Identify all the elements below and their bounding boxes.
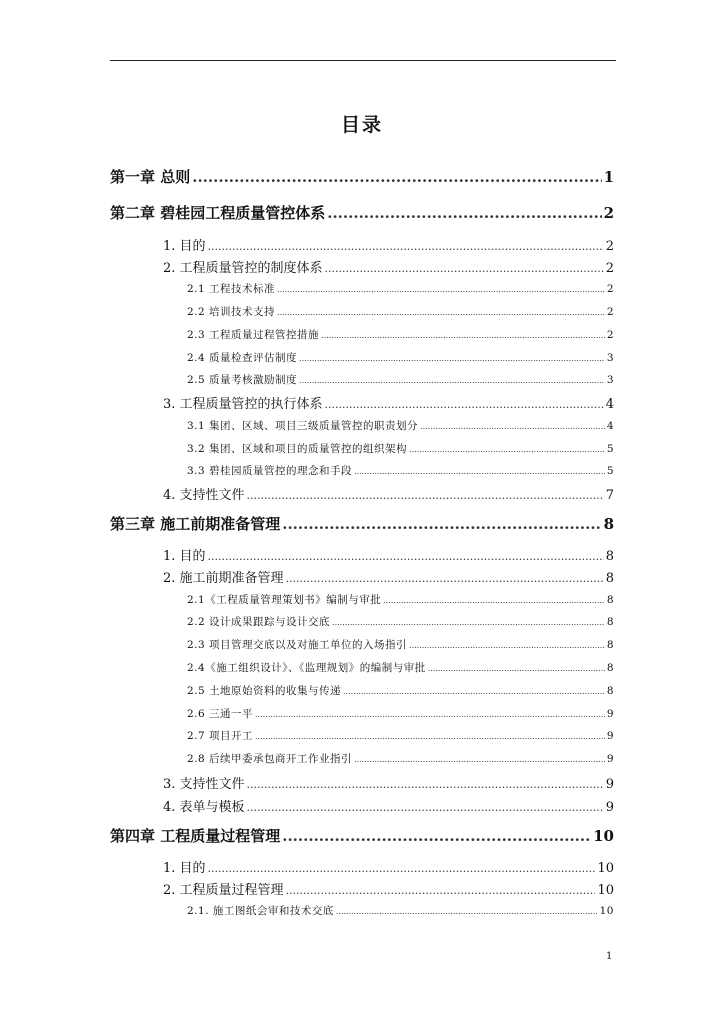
page-title: 目录: [340, 114, 383, 136]
toc-entry[interactable]: [187, 372, 614, 387]
toc-entry[interactable]: [187, 903, 614, 918]
dot-leader: [343, 687, 605, 696]
header-rule: [110, 60, 616, 61]
toc-entry-chapter-3[interactable]: [110, 513, 614, 534]
toc-entry[interactable]: [187, 614, 614, 629]
toc-entry[interactable]: [187, 728, 614, 743]
toc-entry-label: 1. 目的: [163, 549, 206, 564]
dot-leader: [286, 572, 604, 585]
toc-entry-page: 9: [605, 800, 614, 815]
toc-entry-page: 4: [606, 420, 614, 432]
toc-entry-label: 2.2 培训技术支持: [187, 306, 276, 318]
toc-entry-page: 2: [603, 204, 614, 222]
dot-leader: [192, 168, 601, 186]
toc-entry-chapter-1[interactable]: [110, 166, 614, 187]
toc-entry-label: 第四章 工程质量过程管理: [110, 827, 281, 845]
toc-entry-label: 3.1 集团、区域、项目三级质量管控的职责划分: [187, 420, 419, 432]
toc-entry-label: 2.5 土地原始资料的收集与传递: [187, 685, 342, 697]
toc-entry[interactable]: [187, 350, 614, 365]
toc-entry-page: 4: [605, 397, 614, 412]
toc-entry-label: 第三章 施工前期准备管理: [110, 515, 281, 533]
dot-leader: [428, 664, 605, 673]
dot-leader: [282, 827, 591, 845]
toc-entry[interactable]: [163, 393, 614, 412]
toc-entry-label: 2.3 项目管理交底以及对施工单位的入场指引: [187, 639, 408, 651]
toc-entry-label: 2.1 工程技术标准: [187, 283, 276, 295]
toc-entry-label: 3.2 集团、区域和项目的质量管控的组织架构: [187, 443, 408, 455]
toc-entry[interactable]: [187, 637, 614, 652]
toc-entry-label: 2. 施工前期准备管理: [163, 571, 284, 586]
toc-entry-label: 2.8 后续甲委承包商开工作业指引: [187, 753, 353, 765]
toc-entry-label: 2.7 项目开工: [187, 730, 254, 742]
toc-entry-label: 4. 表单与模板: [163, 800, 245, 815]
dot-leader: [332, 618, 605, 627]
toc-entry-page: 8: [606, 662, 614, 674]
dot-leader: [383, 596, 605, 605]
toc-entry[interactable]: [187, 592, 614, 607]
toc-entry-label: 2. 工程质量过程管理: [163, 883, 284, 898]
toc-entry-page: 5: [606, 443, 614, 455]
toc-entry-page: 9: [606, 730, 614, 742]
toc-entry[interactable]: [187, 463, 614, 478]
dot-leader: [277, 285, 605, 294]
dot-leader: [299, 354, 605, 363]
toc-entry[interactable]: [163, 796, 614, 815]
toc-entry-page: 8: [606, 639, 614, 651]
toc-entry-page: 2: [606, 329, 614, 341]
page-number: 1: [606, 951, 613, 962]
toc-entry-label: 1. 目的: [163, 239, 206, 254]
dot-leader: [247, 778, 604, 791]
toc-entry-page: 2: [606, 283, 614, 295]
toc-entry[interactable]: [187, 683, 614, 698]
dot-leader: [325, 398, 604, 411]
toc-entry[interactable]: [163, 773, 614, 792]
toc-entry[interactable]: [163, 567, 614, 586]
toc-entry-label: 2.6 三通一平: [187, 708, 254, 720]
toc-entry-page: 8: [605, 549, 614, 564]
toc-entry-label: 2. 工程质量管控的制度体系: [163, 261, 323, 276]
toc-entry-label: 3.3 碧桂园质量管控的理念和手段: [187, 465, 353, 477]
toc-entry[interactable]: [187, 751, 614, 766]
toc-entry-page: 9: [606, 708, 614, 720]
dot-leader: [208, 240, 604, 253]
toc-entry[interactable]: [163, 257, 614, 276]
dot-leader: [255, 732, 605, 741]
toc-entry-page: 2: [605, 261, 614, 276]
dot-leader: [247, 801, 604, 814]
dot-leader: [354, 755, 605, 764]
toc-entry-page: 2: [606, 306, 614, 318]
toc-entry-page: 10: [593, 827, 614, 845]
toc-entry-page: 8: [603, 515, 614, 533]
toc-entry[interactable]: [187, 304, 614, 319]
toc-entry-page: 8: [606, 616, 614, 628]
dot-leader: [409, 445, 605, 454]
toc-entry-chapter-2[interactable]: [110, 202, 614, 223]
toc-entry[interactable]: [187, 706, 614, 721]
toc-entry-label: 3. 工程质量管控的执行体系: [163, 397, 323, 412]
toc-entry-page: 8: [606, 685, 614, 697]
toc-entry-page: 2: [605, 239, 614, 254]
toc-entry-page: 9: [605, 777, 614, 792]
toc-entry-label: 4. 支持性文件: [163, 488, 245, 503]
toc-entry-page: 8: [606, 594, 614, 606]
toc-entry-page: 10: [597, 861, 614, 876]
dot-leader: [327, 204, 601, 222]
toc-entry[interactable]: [163, 545, 614, 564]
toc-entry-label: 2.4《施工组织设计》、《监理规划》的编制与审批: [187, 662, 426, 674]
toc-entry[interactable]: [187, 660, 614, 675]
toc-entry-label: 1. 目的: [163, 861, 206, 876]
toc-entry-page: 10: [599, 905, 614, 917]
dot-leader: [255, 710, 605, 719]
dot-leader: [208, 862, 596, 875]
toc-entry[interactable]: [163, 235, 614, 254]
toc-entry-label: 2.5 质量考核激励制度: [187, 374, 298, 386]
dot-leader: [420, 422, 605, 431]
toc-entry[interactable]: [163, 484, 614, 503]
toc-entry-label: 2.1《工程质量管理策划书》编制与审批: [187, 594, 382, 606]
toc-entry-label: 第二章 碧桂园工程质量管控体系: [110, 204, 326, 222]
dot-leader: [336, 907, 598, 916]
dot-leader: [208, 550, 604, 563]
toc-entry[interactable]: [163, 879, 614, 898]
toc-entry-page: 7: [605, 488, 614, 503]
dot-leader: [409, 641, 605, 650]
toc-entry-page: 8: [605, 571, 614, 586]
toc-entry-label: 2.4 质量检查评估制度: [187, 352, 298, 364]
dot-leader: [247, 489, 604, 502]
toc-entry-label: 2.3 工程质量过程管控措施: [187, 329, 320, 341]
toc-entry[interactable]: [187, 418, 614, 433]
toc-entry-page: 3: [606, 352, 614, 364]
dot-leader: [282, 515, 601, 533]
toc-entry[interactable]: [163, 857, 614, 876]
toc-entry[interactable]: [187, 281, 614, 296]
toc-entry-chapter-4[interactable]: [110, 825, 614, 846]
toc-entry-page: 10: [597, 883, 614, 898]
dot-leader: [325, 262, 604, 275]
toc-entry-label: 3. 支持性文件: [163, 777, 245, 792]
dot-leader: [286, 884, 596, 897]
toc-entry-label: 2.1. 施工图纸会审和技术交底: [187, 905, 334, 917]
toc-entry-page: 9: [606, 753, 614, 765]
toc-entry[interactable]: [187, 441, 614, 456]
dot-leader: [354, 467, 605, 476]
toc-entry-page: 3: [606, 374, 614, 386]
dot-leader: [299, 376, 605, 385]
toc-entry-label: 2.2 设计成果跟踪与设计交底: [187, 616, 331, 628]
toc-entry-label: 第一章 总则: [110, 168, 191, 186]
toc-entry[interactable]: [187, 327, 614, 342]
dot-leader: [321, 331, 605, 340]
dot-leader: [277, 308, 605, 317]
toc-entry-page: 1: [603, 168, 614, 186]
toc-entry-page: 5: [606, 465, 614, 477]
